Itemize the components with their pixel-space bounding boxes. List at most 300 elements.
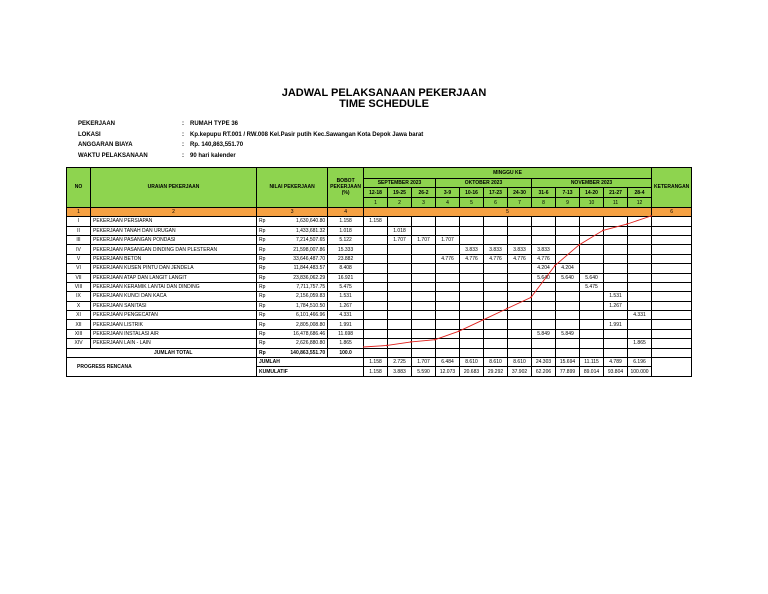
task-row — [67, 273, 692, 282]
index-cell: 1 — [67, 207, 91, 216]
header-minggu: MINGGU KE — [364, 168, 652, 179]
info-colon: : — [182, 152, 184, 159]
index-cell: 2 — [91, 207, 257, 216]
week-value — [484, 329, 508, 338]
week-value — [628, 292, 652, 301]
week-value — [364, 273, 388, 282]
week-value — [484, 320, 508, 329]
week-value — [508, 235, 532, 244]
task-value: 11,844,483.57 — [268, 264, 328, 273]
task-weight: 5.475 — [328, 282, 364, 291]
task-remark — [652, 264, 692, 273]
week-value: 3.833 — [508, 245, 532, 254]
week-value — [580, 217, 604, 226]
week-value — [556, 320, 580, 329]
task-currency: Rp — [257, 226, 268, 235]
week-value — [628, 254, 652, 263]
task-value: 7,214,507.65 — [268, 235, 328, 244]
task-row — [67, 264, 692, 273]
week-value — [364, 254, 388, 263]
task-no: XII — [67, 320, 91, 329]
kumulatif-value: 29.292 — [484, 367, 508, 376]
week-value — [508, 282, 532, 291]
task-no: XI — [67, 311, 91, 320]
week-range: 3-9 — [436, 188, 460, 198]
week-value: 1.707 — [412, 235, 436, 244]
week-value — [460, 301, 484, 310]
week-value — [604, 311, 628, 320]
week-value — [556, 254, 580, 263]
week-empty — [436, 348, 460, 357]
week-value — [556, 292, 580, 301]
week-value — [364, 282, 388, 291]
task-remark — [652, 273, 692, 282]
week-value — [556, 217, 580, 226]
week-value — [532, 292, 556, 301]
week-value — [532, 301, 556, 310]
document-title: JADWAL PELAKSANAAN PEKERJAAN — [281, 87, 487, 99]
kumulatif-value: 20.683 — [460, 367, 484, 376]
week-range: 24-30 — [508, 188, 532, 198]
week-value — [532, 320, 556, 329]
jumlah-value: 8.610 — [484, 358, 508, 367]
week-value — [436, 273, 460, 282]
task-name: PEKERJAAN PASANGAN DINDING DAN PLESTERAN — [91, 245, 257, 254]
week-value — [460, 320, 484, 329]
week-value — [580, 320, 604, 329]
week-number: 4 — [436, 198, 460, 207]
header-row — [67, 168, 692, 179]
week-value: 4.776 — [508, 254, 532, 263]
week-empty — [580, 348, 604, 357]
task-remark — [652, 320, 692, 329]
task-weight: 16.921 — [328, 273, 364, 282]
task-no: X — [67, 301, 91, 310]
week-value — [364, 245, 388, 254]
task-weight: 1.991 — [328, 320, 364, 329]
task-remark — [652, 282, 692, 291]
index-cell: 6 — [652, 207, 692, 216]
week-empty — [412, 348, 436, 357]
week-value — [364, 292, 388, 301]
week-value — [412, 282, 436, 291]
week-value — [556, 311, 580, 320]
jumlah-value: 8.610 — [508, 358, 532, 367]
task-remark — [652, 292, 692, 301]
week-range: 7-13 — [556, 188, 580, 198]
task-name: PEKERJAAN KUNCI DAN KACA — [91, 292, 257, 301]
task-row — [67, 329, 692, 338]
schedule-table-wrapper — [66, 167, 692, 377]
progress-jumlah-row — [67, 358, 692, 367]
info-value: 90 hari kalender — [190, 152, 236, 159]
header-nilai: NILAI PEKERJAAN — [257, 168, 328, 208]
week-value: 1.707 — [436, 235, 460, 244]
week-value — [364, 226, 388, 235]
week-value — [580, 235, 604, 244]
week-value — [484, 301, 508, 310]
week-value — [388, 339, 412, 348]
week-value — [604, 273, 628, 282]
week-value — [628, 264, 652, 273]
week-value — [604, 226, 628, 235]
header-no: NO — [67, 168, 91, 208]
week-value — [484, 339, 508, 348]
header-keterangan: KETERANGAN — [652, 168, 692, 208]
task-name: PEKERJAAN INSTALASI AIR — [91, 329, 257, 338]
week-value — [508, 311, 532, 320]
week-value — [412, 254, 436, 263]
task-currency: Rp — [257, 273, 268, 282]
info-value: RUMAH TYPE 36 — [190, 121, 239, 127]
total-currency: Rp — [257, 348, 268, 357]
total-weight: 100.0 — [328, 348, 364, 357]
week-value — [604, 264, 628, 273]
week-empty — [604, 348, 628, 357]
task-weight: 15.333 — [328, 245, 364, 254]
task-weight: 1.267 — [328, 301, 364, 310]
total-remark — [652, 348, 692, 357]
kumulatif-value: 5.590 — [412, 367, 436, 376]
task-remark — [652, 235, 692, 244]
task-row — [67, 339, 692, 348]
task-name: PEKERJAAN TANAH DAN URUGAN — [91, 226, 257, 235]
task-value: 16,478,686.46 — [268, 329, 328, 338]
week-value — [604, 217, 628, 226]
jumlah-value: 15.694 — [556, 358, 580, 367]
week-empty — [508, 348, 532, 357]
week-value — [580, 254, 604, 263]
task-value: 1,784,510.50 — [268, 301, 328, 310]
week-value — [484, 264, 508, 273]
task-currency: Rp — [257, 320, 268, 329]
week-number: 2 — [388, 198, 412, 207]
week-value — [556, 282, 580, 291]
week-value — [484, 273, 508, 282]
task-value: 2,626,880.80 — [268, 339, 328, 348]
week-value — [628, 320, 652, 329]
task-value: 7,711,757.75 — [268, 282, 328, 291]
task-currency: Rp — [257, 339, 268, 348]
index-cell: 4 — [328, 207, 364, 216]
week-value — [460, 226, 484, 235]
header-uraian: URAIAN PEKERJAAN — [91, 168, 257, 208]
week-value — [412, 273, 436, 282]
progress-remark — [652, 358, 692, 377]
info-colon: : — [182, 131, 184, 138]
task-name: PEKERJAAN LISTRIK — [91, 320, 257, 329]
task-row — [67, 217, 692, 226]
kumulatif-value: 37.902 — [508, 367, 532, 376]
week-value — [628, 226, 652, 235]
jumlah-value: 1.707 — [412, 358, 436, 367]
week-value: 3.833 — [532, 245, 556, 254]
kumulatif-label: KUMULATIF — [257, 367, 364, 376]
week-number: 6 — [484, 198, 508, 207]
task-no: VIII — [67, 282, 91, 291]
week-value — [436, 339, 460, 348]
week-value — [412, 292, 436, 301]
task-no: IV — [67, 245, 91, 254]
week-value: 4.776 — [484, 254, 508, 263]
week-value — [436, 264, 460, 273]
info-label: WAKTU PELAKSANAAN — [78, 152, 148, 159]
week-value — [460, 311, 484, 320]
week-value — [436, 311, 460, 320]
info-value: Kp.kepupu RT.001 / RW.008 Kel.Pasir putih Kec.Sawangan Kota Depok Jawa barat — [190, 131, 424, 138]
info-row — [78, 151, 423, 162]
kumulatif-value: 1.158 — [364, 367, 388, 376]
task-no: I — [67, 217, 91, 226]
week-number: 12 — [628, 198, 652, 207]
week-value — [412, 217, 436, 226]
task-currency: Rp — [257, 245, 268, 254]
total-label: JUMLAH TOTAL — [91, 348, 257, 357]
month-header: OKTOBER 2023 — [436, 179, 532, 188]
week-value — [628, 282, 652, 291]
week-number: 7 — [508, 198, 532, 207]
week-value — [412, 264, 436, 273]
week-value — [532, 339, 556, 348]
task-weight: 11.698 — [328, 329, 364, 338]
week-empty — [484, 348, 508, 357]
week-value — [388, 301, 412, 310]
week-value: 4.331 — [628, 311, 652, 320]
task-remark — [652, 245, 692, 254]
week-value — [556, 301, 580, 310]
task-value: 33,646,487.70 — [268, 254, 328, 263]
week-value — [364, 339, 388, 348]
week-empty — [556, 348, 580, 357]
week-value — [628, 329, 652, 338]
task-weight: 1.158 — [328, 217, 364, 226]
week-range: 17-23 — [484, 188, 508, 198]
index-cell: 3 — [257, 207, 328, 216]
week-number: 3 — [412, 198, 436, 207]
week-number: 10 — [580, 198, 604, 207]
jumlah-value: 1.158 — [364, 358, 388, 367]
task-currency: Rp — [257, 254, 268, 263]
kumulatif-value: 62.206 — [532, 367, 556, 376]
info-colon: : — [182, 121, 184, 127]
task-currency: Rp — [257, 311, 268, 320]
task-row — [67, 245, 692, 254]
task-row — [67, 320, 692, 329]
task-row — [67, 226, 692, 235]
week-value — [484, 311, 508, 320]
week-value — [388, 311, 412, 320]
week-value — [388, 217, 412, 226]
week-value — [364, 320, 388, 329]
task-remark — [652, 226, 692, 235]
task-value: 1,433,681.32 — [268, 226, 328, 235]
month-header: NOVEMBER 2023 — [532, 179, 652, 188]
task-value: 2,156,059.83 — [268, 292, 328, 301]
jumlah-label: JUMLAH — [257, 358, 364, 367]
week-value: 5.475 — [580, 282, 604, 291]
week-value — [388, 245, 412, 254]
task-row — [67, 282, 692, 291]
week-range: 26-2 — [412, 188, 436, 198]
total-spacer — [67, 348, 91, 357]
week-value — [508, 273, 532, 282]
week-value: 1.018 — [388, 226, 412, 235]
week-range: 21-27 — [604, 188, 628, 198]
week-value — [580, 226, 604, 235]
task-row — [67, 235, 692, 244]
jumlah-value: 2.725 — [388, 358, 412, 367]
week-empty — [364, 348, 388, 357]
index-row — [67, 207, 692, 216]
task-currency: Rp — [257, 292, 268, 301]
week-value — [388, 264, 412, 273]
week-value: 1.865 — [628, 339, 652, 348]
week-value — [436, 329, 460, 338]
week-value — [628, 235, 652, 244]
week-value — [388, 292, 412, 301]
week-value — [604, 245, 628, 254]
week-value: 5.640 — [580, 273, 604, 282]
week-value — [580, 329, 604, 338]
task-currency: Rp — [257, 264, 268, 273]
week-value: 1.158 — [364, 217, 388, 226]
task-currency: Rp — [257, 301, 268, 310]
week-value — [484, 235, 508, 244]
week-value — [484, 282, 508, 291]
task-weight: 5.122 — [328, 235, 364, 244]
task-weight: 8.408 — [328, 264, 364, 273]
task-no: VI — [67, 264, 91, 273]
week-value: 5.640 — [556, 273, 580, 282]
info-label: ANGGARAN BIAYA — [78, 142, 133, 148]
week-value — [364, 264, 388, 273]
jumlah-value: 6.196 — [628, 358, 652, 367]
task-no: VII — [67, 273, 91, 282]
task-currency: Rp — [257, 235, 268, 244]
task-name: PEKERJAAN BETON — [91, 254, 257, 263]
task-row — [67, 301, 692, 310]
week-value — [388, 273, 412, 282]
task-value: 21,598,007.86 — [268, 245, 328, 254]
task-currency: Rp — [257, 329, 268, 338]
week-value — [508, 339, 532, 348]
week-value — [508, 264, 532, 273]
week-value — [508, 301, 532, 310]
week-range: 31-6 — [532, 188, 556, 198]
task-weight: 1.865 — [328, 339, 364, 348]
week-value — [508, 320, 532, 329]
week-value — [508, 226, 532, 235]
week-range: 14-20 — [580, 188, 604, 198]
week-value — [532, 282, 556, 291]
week-value — [628, 217, 652, 226]
week-value — [604, 329, 628, 338]
info-row — [78, 140, 423, 151]
week-value: 5.640 — [532, 273, 556, 282]
week-value — [628, 273, 652, 282]
week-range: 10-16 — [460, 188, 484, 198]
kumulatif-value: 77.899 — [556, 367, 580, 376]
jumlah-value: 4.789 — [604, 358, 628, 367]
task-row — [67, 311, 692, 320]
week-value: 4.204 — [532, 264, 556, 273]
week-number: 5 — [460, 198, 484, 207]
week-value — [532, 235, 556, 244]
task-remark — [652, 301, 692, 310]
week-value: 4.204 — [556, 264, 580, 273]
header-bobot: BOBOT PEKERJAAN (%) — [328, 168, 364, 208]
week-value — [412, 320, 436, 329]
kumulatif-value: 93.804 — [604, 367, 628, 376]
week-empty — [628, 348, 652, 357]
task-no: V — [67, 254, 91, 263]
task-name: PEKERJAAN KUSEN PINTU DAN JENDELA — [91, 264, 257, 273]
week-value: 1.707 — [388, 235, 412, 244]
task-name: PEKERJAAN PASANGAN PONDASI — [91, 235, 257, 244]
week-value — [532, 217, 556, 226]
week-value — [364, 311, 388, 320]
week-value — [580, 292, 604, 301]
week-number: 8 — [532, 198, 556, 207]
week-value — [436, 217, 460, 226]
week-value — [508, 292, 532, 301]
week-value — [364, 301, 388, 310]
week-value — [580, 311, 604, 320]
info-row — [78, 119, 423, 130]
task-name: PEKERJAAN PERSIAPAN — [91, 217, 257, 226]
total-value: 140,863,551.70 — [268, 348, 328, 357]
progress-label: PROGRESS RENCANA — [67, 358, 257, 377]
week-value — [628, 245, 652, 254]
week-value — [556, 226, 580, 235]
week-value — [604, 339, 628, 348]
week-value — [436, 245, 460, 254]
week-value: 4.776 — [532, 254, 556, 263]
week-value: 1.531 — [604, 292, 628, 301]
task-name: PEKERJAAN LAIN - LAIN — [91, 339, 257, 348]
week-value — [436, 292, 460, 301]
week-value — [412, 245, 436, 254]
week-value — [412, 226, 436, 235]
kumulatif-value: 100.000 — [628, 367, 652, 376]
schedule-table — [66, 167, 692, 377]
week-value — [412, 311, 436, 320]
week-range: 19-25 — [388, 188, 412, 198]
jumlah-value: 11.115 — [580, 358, 604, 367]
week-value — [532, 311, 556, 320]
kumulatif-value: 3.883 — [388, 367, 412, 376]
week-value — [436, 226, 460, 235]
task-row — [67, 254, 692, 263]
week-value — [364, 235, 388, 244]
task-remark — [652, 217, 692, 226]
task-value: 1,630,640.80 — [268, 217, 328, 226]
task-name: PEKERJAAN ATAP DAN LANGIT LANGIT — [91, 273, 257, 282]
week-value — [388, 320, 412, 329]
info-label: PEKERJAAN — [78, 121, 116, 127]
task-weight: 23.882 — [328, 254, 364, 263]
week-value — [460, 339, 484, 348]
week-value — [412, 329, 436, 338]
week-value — [460, 292, 484, 301]
week-value: 4.776 — [460, 254, 484, 263]
week-value: 4.776 — [436, 254, 460, 263]
task-row — [67, 292, 692, 301]
kumulatif-value: 89.014 — [580, 367, 604, 376]
task-remark — [652, 339, 692, 348]
week-value: 1.991 — [604, 320, 628, 329]
task-name: PEKERJAAN PENGECATAN — [91, 311, 257, 320]
